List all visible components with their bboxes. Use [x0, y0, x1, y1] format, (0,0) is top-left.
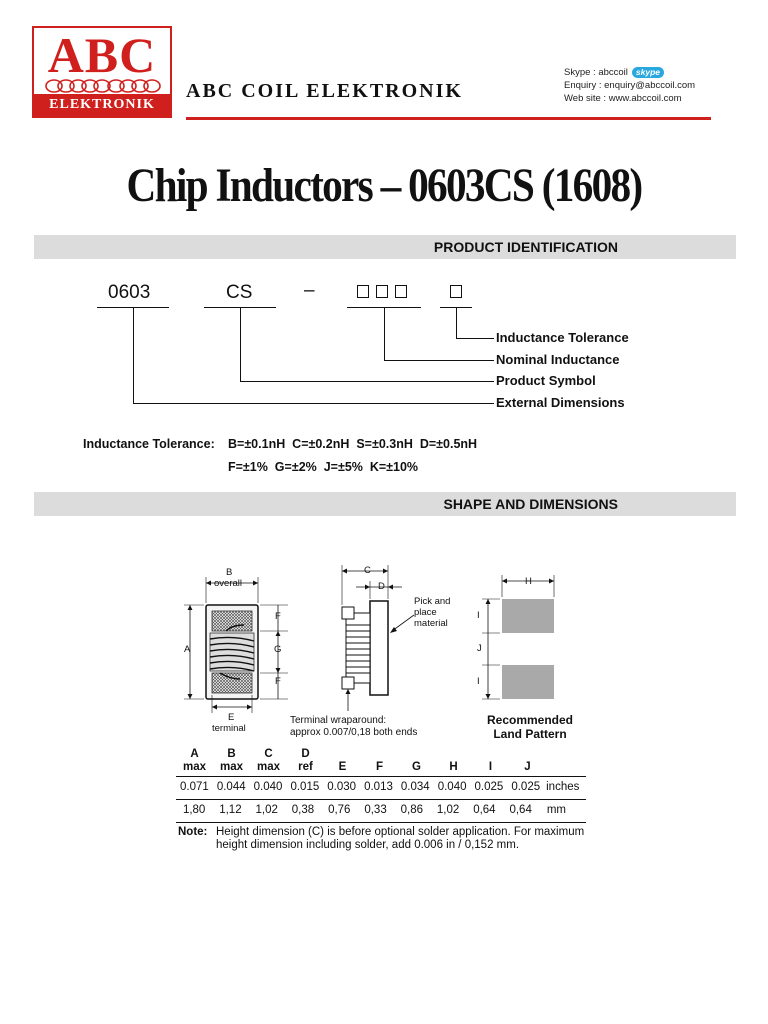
leader-dimensions-v: [133, 307, 134, 403]
logo-abc-text: ABC: [47, 27, 157, 83]
skype-icon: skype: [632, 67, 664, 78]
header-rule: [186, 117, 711, 120]
section-title-product-identification: PRODUCT IDENTIFICATION: [433, 239, 618, 255]
website-line: Web site : www.abccoil.com: [564, 93, 682, 104]
inductance-digit-box-3: [395, 285, 407, 298]
wrap-line-2: approx 0.007/0,18 both ends: [290, 727, 418, 738]
unit-mm: mm: [546, 804, 566, 816]
table-header-row: [176, 748, 586, 774]
label-product-symbol: Product Symbol: [496, 373, 596, 388]
skype-text: Skype : abccoil: [564, 67, 628, 78]
dim-label-d: D: [378, 581, 385, 592]
front-view: [184, 577, 288, 713]
contact-info: [564, 66, 695, 105]
tolerance-line-2: F=±1% G=±2% J=±5% K=±10%: [228, 460, 419, 474]
land-caption-line-2: Land Pattern: [493, 727, 567, 741]
pick-line-1: Pick and: [414, 596, 451, 607]
dim-label-j: J: [477, 643, 482, 654]
cell-inches-b: 0.044: [216, 781, 246, 793]
cell-mm-g: 0,86: [400, 804, 424, 816]
label-inductance-tolerance: Inductance Tolerance: [496, 330, 629, 345]
pick-line-3: material: [414, 618, 448, 629]
header-i: I: [488, 761, 493, 773]
pick-and-place-label: [414, 596, 450, 629]
header-j: J: [524, 761, 531, 773]
wraparound-note: [290, 715, 417, 739]
dim-label-g: G: [274, 644, 282, 655]
note-line-1: Height dimension (C) is before optional solder application. For maximum: [216, 826, 585, 838]
leader-nominal-h: [384, 360, 494, 361]
wrap-line-1: Terminal wraparound:: [290, 715, 387, 726]
header-h: H: [449, 761, 458, 773]
pick-line-2: place: [414, 607, 437, 618]
note-block: [178, 826, 584, 852]
cell-inches-e: 0.030: [327, 781, 357, 793]
company-name: ABC COIL ELEKTRONIK: [186, 80, 463, 102]
cell-mm-h: 1,02: [436, 804, 460, 816]
cell-mm-b: 1,12: [219, 804, 242, 816]
leader-symbol-v: [240, 307, 241, 381]
code-size: 0603: [108, 282, 151, 303]
label-external-dimensions: External Dimensions: [496, 395, 625, 410]
dimension-table: [176, 748, 586, 823]
note-label: Note:: [178, 826, 208, 838]
tolerance-line-1: B=±0.1nH C=±0.2nH S=±0.3nH D=±0.5nH: [228, 437, 478, 451]
dim-label-e: E: [228, 712, 235, 723]
dim-label-terminal: terminal: [212, 723, 246, 734]
cell-mm-a: 1,80: [182, 804, 206, 816]
inductance-digit-box-1: [357, 285, 369, 298]
unit-inches: inches: [546, 781, 580, 793]
inductance-digit-box-2: [376, 285, 388, 298]
leader-tolerance-h: [456, 338, 494, 339]
leader-symbol-h: [240, 381, 494, 382]
label-nominal-inductance: Nominal Inductance: [496, 352, 620, 367]
code-symbol: CS: [226, 282, 253, 303]
cell-inches-h: 0.040: [437, 781, 467, 793]
cell-inches-a: 0.071: [180, 781, 209, 793]
cell-inches-f: 0.013: [364, 781, 393, 793]
header-d: D ref: [298, 748, 313, 773]
table-row-inches: [176, 777, 586, 797]
cell-mm-e: 0,76: [328, 804, 351, 816]
cell-inches-g: 0.034: [400, 781, 430, 793]
cell-inches-j: 0.025: [511, 781, 541, 793]
dim-label-h: H: [525, 576, 532, 587]
header-g: G: [412, 761, 421, 773]
section-bar-product-identification: [34, 235, 736, 259]
cell-inches-d: 0.015: [290, 781, 320, 793]
header-e: E: [338, 761, 347, 773]
logo-elektronik-band: ELEKTRONIK: [34, 94, 170, 116]
header-f: F: [375, 761, 384, 773]
leader-nominal-v: [384, 307, 385, 360]
note-text: [216, 826, 584, 852]
cell-mm-f: 0,33: [364, 804, 387, 816]
cell-inches-i: 0.025: [474, 781, 504, 793]
note-line-2: height dimension including solder, add 0.006 in / 0,152 mm.: [216, 839, 520, 851]
land-pattern: [482, 575, 554, 699]
cell-mm-d: 0,38: [291, 804, 315, 816]
land-caption-line-1: Recommended: [486, 713, 574, 727]
tolerance-box: [450, 285, 462, 298]
table-row-mm: [176, 800, 586, 820]
dim-label-b: B: [226, 567, 233, 578]
leader-dimensions-h: [133, 403, 494, 404]
header-b: B max: [219, 748, 244, 773]
dim-label-a: A: [184, 644, 191, 655]
header-c: C max: [256, 748, 281, 773]
section-bar-shape-dimensions: [34, 492, 736, 516]
dim-label-f-top: F: [275, 611, 281, 622]
tolerance-label: Inductance Tolerance:: [83, 437, 215, 451]
coil-icon: [40, 78, 166, 94]
cell-mm-c: 1,02: [255, 804, 278, 816]
leader-tolerance-v: [456, 307, 457, 338]
section-title-shape-dimensions: SHAPE AND DIMENSIONS: [443, 496, 618, 512]
cell-mm-i: 0,64: [473, 804, 496, 816]
company-logo: [32, 26, 172, 118]
enquiry-line: Enquiry : enquiry@abccoil.com: [564, 80, 696, 91]
dim-label-i-top: I: [477, 610, 480, 621]
dim-label-i-bottom: I: [477, 676, 480, 687]
dim-label-f-bottom: F: [275, 676, 281, 687]
code-dash: –: [304, 280, 315, 301]
cell-inches-c: 0.040: [253, 781, 283, 793]
header-a: A max: [182, 748, 207, 773]
page-title: Chip Inductors – 0603CS (1608): [126, 159, 642, 212]
skype-line: [564, 66, 695, 79]
cell-mm-j: 0,64: [509, 804, 532, 816]
dim-label-overall: overall: [214, 578, 242, 589]
table-rule-3: [176, 822, 586, 823]
dim-label-c: C: [364, 565, 371, 576]
land-pattern-caption: [476, 713, 584, 741]
